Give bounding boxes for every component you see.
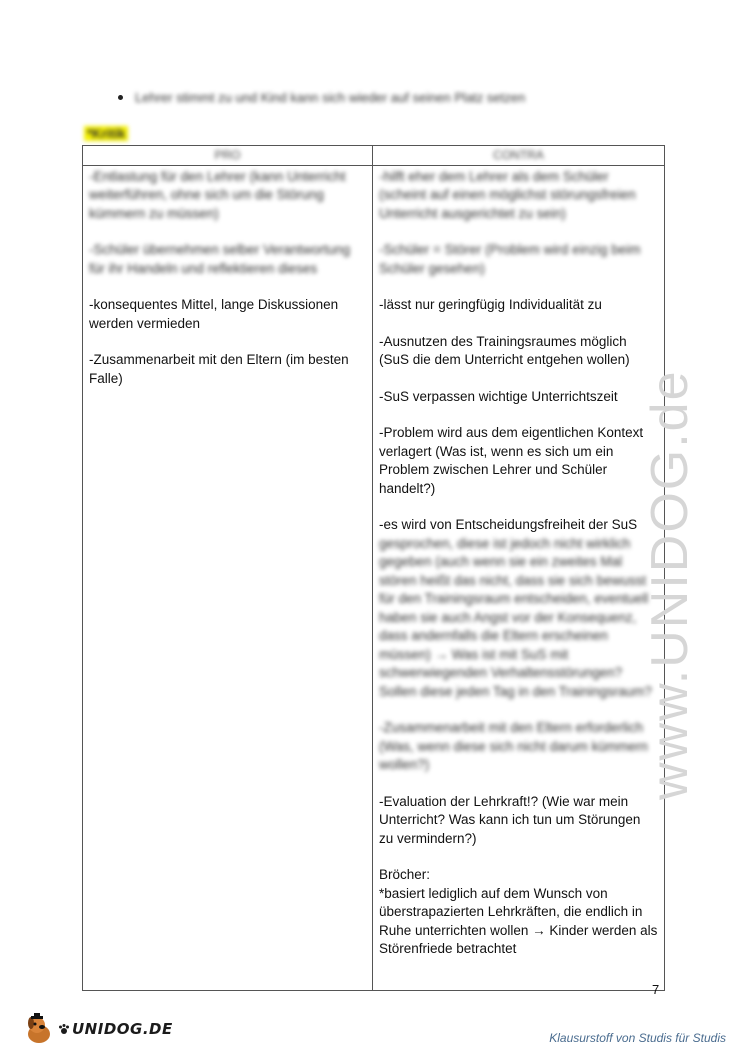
contra-entry: -Zusammenarbeit mit den Eltern erforderlich (Was, wenn diese sich nicht darum kümmern wollen?) xyxy=(379,720,648,772)
contra-entry: -es wird von Entscheidungsfreiheit der SuS xyxy=(379,517,638,532)
paw-icon xyxy=(58,1023,70,1035)
unidog-logo xyxy=(22,1012,173,1046)
contra-entry: -Schüler = Störer (Problem wird einzig beim Schüler gesehen) xyxy=(379,242,641,276)
contra-header: CONTRA xyxy=(373,146,665,166)
footer-slogan: Klausurstoff von Studis für Studis xyxy=(549,1031,726,1045)
pro-entry: -Zusammenarbeit mit den Eltern (im besten Falle) xyxy=(89,352,349,386)
contra-entry: -Evaluation der Lehrkraft!? (Wie war mein Unterricht? Was kann ich tun um Störungen zu vermindern?) xyxy=(379,793,641,846)
table-header-row xyxy=(83,146,665,166)
contra-cell xyxy=(373,165,665,990)
bullet-item xyxy=(118,90,525,105)
page-number: 7 xyxy=(652,982,660,997)
table-body-row xyxy=(83,165,665,990)
contra-entry: -lässt nur geringfügig Individualität zu xyxy=(379,297,602,312)
pro-cell xyxy=(83,165,373,990)
pro-entry: -Schüler übernehmen selber Verantwortung für ihr Handeln und reflektieren dieses xyxy=(89,242,351,276)
pro-header: PRO xyxy=(83,146,373,166)
bullet-text: Lehrer stimmt zu und Kind kann sich wieder auf seinen Platz setzen xyxy=(135,90,526,105)
contra-entry: gesprochen, diese ist jedoch nicht wirklich gegeben (auch wenn sie ein zweites Mal stören heißt das nicht, dass sie sich bewusst für den Trainingsraum entscheiden, eventuell haben sie auch Angst vor der Konsequenz, dass andernfalls die Eltern erscheinen müssen) → Was ist mit SuS mit schwerwiegenden Verhaltensstörungen? Sollen diese jeden Tag in den Trainingsraum? xyxy=(379,535,652,699)
logo-text: UNIDOG.DE xyxy=(72,1020,173,1038)
contra-entry: -Problem wird aus dem eigentlichen Kontext verlagert (Was ist, wenn es sich um ein Problem zwischen Lehrer und Schüler handelt?) xyxy=(379,425,644,496)
pro-contra-table xyxy=(82,145,665,991)
watermark xyxy=(640,240,750,800)
contra-entry: -SuS verpassen wichtige Unterrichtszeit xyxy=(379,388,618,404)
contra-entry: -hilft eher dem Lehrer als dem Schüler (scheint auf einen möglichst störungsfreien Unterricht ausgerichtet zu sein) xyxy=(379,168,636,221)
kritik-heading: *Kritik xyxy=(84,126,128,141)
contra-entry: Bröcher: *basiert lediglich auf dem Wunsch von überstrapazierten Lehrkräften, die endlich in Ruhe unterrichten wollen → Kinder werden als Störenfriede betrachtet xyxy=(379,867,658,956)
dog-mascot-icon xyxy=(22,1012,56,1046)
watermark-text: www.UNIDOG.de xyxy=(641,369,699,800)
pro-entry: -konsequentes Mittel, lange Diskussionen werden vermieden xyxy=(89,297,339,331)
bullet-dot xyxy=(118,95,123,100)
contra-entry: -Ausnutzen des Trainingsraumes möglich (SuS die dem Unterricht entgehen wollen) xyxy=(379,333,630,367)
pro-entry: -Entlastung für den Lehrer (kann Unterricht weiterführen, ohne sich um die Störung kümmern zu müssen) xyxy=(89,168,346,221)
